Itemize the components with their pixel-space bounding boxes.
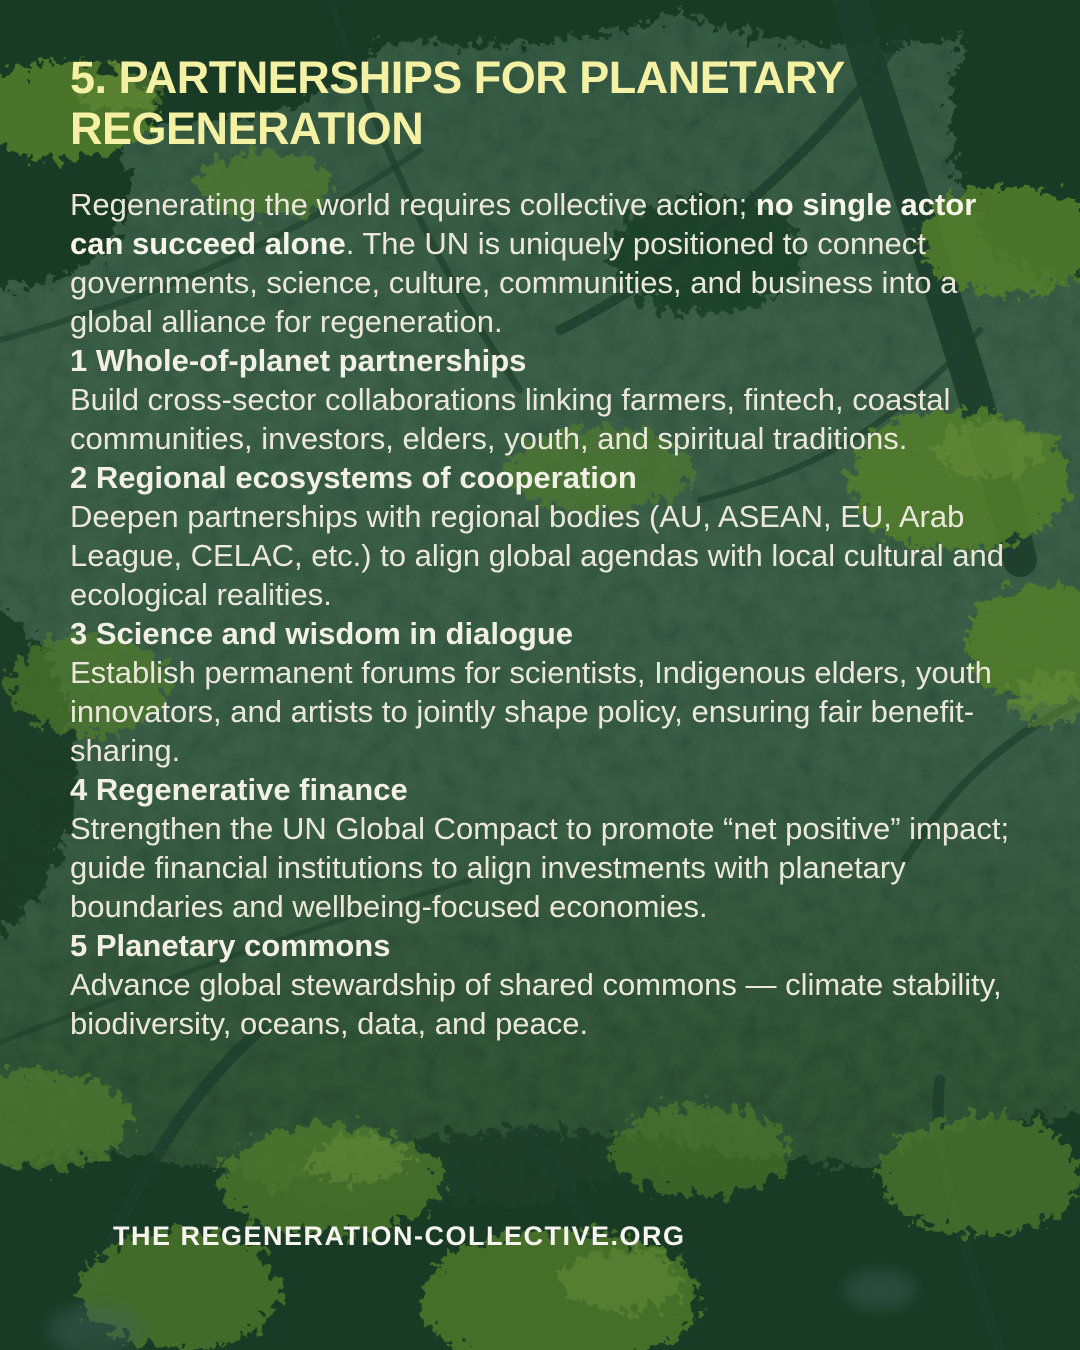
section-2-body: Deepen partnerships with regional bodies (AU, ASEAN, EU, Arab League, CELAC, etc.) to align global agendas with local cultural and ecological realities. <box>70 498 1005 612</box>
section-5-heading: 5 Planetary commons <box>70 927 391 963</box>
intro-text-bold: no single actor can succeed alone <box>70 186 977 261</box>
section-4-heading: 4 Regenerative finance <box>70 771 408 807</box>
section-5 <box>70 926 1016 1043</box>
footer-url: THE REGENERATION-COLLECTIVE.ORG <box>113 1221 686 1251</box>
section-2-heading: 2 Regional ecosystems of cooperation <box>70 459 637 495</box>
poster-content <box>70 52 1016 1043</box>
intro-paragraph <box>70 185 1016 341</box>
section-1-heading: 1 Whole-of-planet partnerships <box>70 342 527 378</box>
page-title: 5. PARTNERSHIPS FOR PLANETARY REGENERATION <box>70 52 844 155</box>
section-2 <box>70 458 1016 614</box>
section-3-heading: 3 Science and wisdom in dialogue <box>70 615 574 651</box>
section-3-body: Establish permanent forums for scientists, Indigenous elders, youth innovators, and artists to jointly shape policy, ensuring fair benefit-sharing. <box>70 654 992 768</box>
intro-text-pre: Regenerating the world requires collective action; <box>70 186 756 222</box>
section-3 <box>70 614 1016 770</box>
section-5-body: Advance global stewardship of shared commons — climate stability, biodiversity, oceans, data, and peace. <box>70 966 1002 1041</box>
section-4 <box>70 770 1016 926</box>
section-1-body: Build cross-sector collaborations linking farmers, fintech, coastal communities, investors, elders, youth, and spiritual traditions. <box>70 381 951 456</box>
intro-text-post: . The UN is uniquely positioned to connect governments, science, culture, communities, and business into a global alliance for regeneration. <box>70 225 958 339</box>
section-4-body: Strengthen the UN Global Compact to promote “net positive” impact; guide financial institutions to align investments with planetary boundaries and wellbeing-focused economies. <box>70 810 1010 924</box>
section-1 <box>70 341 1016 458</box>
